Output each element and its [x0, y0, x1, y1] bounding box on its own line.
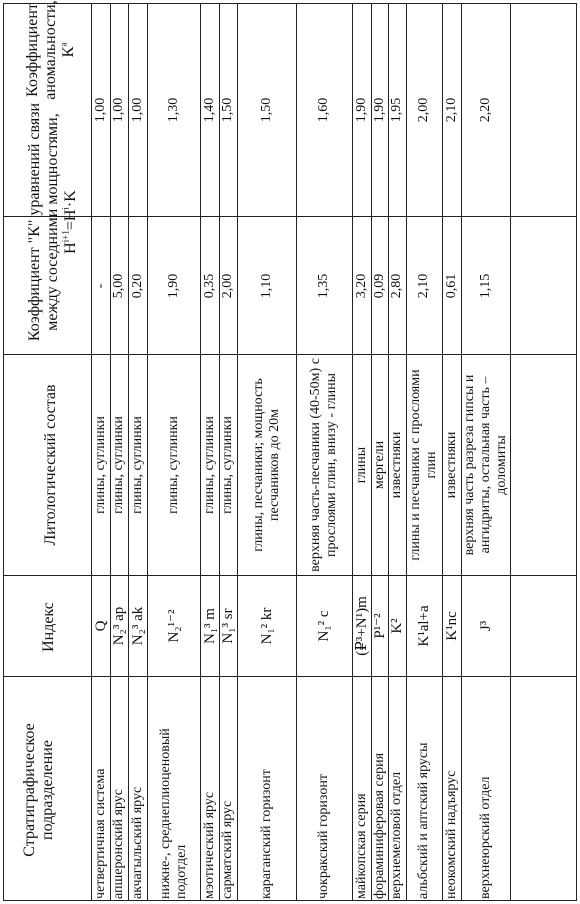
row-lithology: глины и песчаники с прослоями глин	[408, 369, 439, 561]
row-index: Q	[92, 620, 109, 632]
row-divider	[352, 3, 353, 900]
row-divider	[128, 3, 129, 900]
row-divider	[147, 3, 148, 900]
row-stratigraphy: акчагыльский ярус	[129, 786, 145, 899]
row-k-coefficient: 3,20	[353, 273, 369, 299]
row-divider	[510, 3, 511, 900]
row-k-coefficient: 1,35	[316, 273, 331, 299]
row-anomaly-coefficient: 1,60	[316, 97, 331, 123]
row-stratigraphy: апшеронский ярус	[111, 789, 126, 899]
row-anomaly-coefficient: 2,00	[416, 97, 431, 123]
row-k-coefficient: 1,90	[165, 273, 181, 299]
row-lithology: глины, суглинки	[111, 416, 126, 514]
column-divider	[3, 3, 577, 4]
row-divider	[576, 3, 577, 900]
column-divider	[3, 575, 577, 576]
row-stratigraphy: нижне-, среднеплиоценовый подотдел	[157, 728, 189, 899]
row-k-coefficient: 0,20	[129, 273, 145, 299]
table-border-left	[3, 3, 4, 900]
row-stratigraphy: чокракский горизонт	[316, 774, 331, 899]
row-k-coefficient: 2,10	[416, 273, 431, 299]
row-anomaly-coefficient: 1,90	[353, 97, 369, 123]
row-divider	[91, 3, 92, 900]
row-anomaly-coefficient: 1,00	[111, 97, 126, 123]
row-lithology: известняки	[443, 431, 459, 499]
header-k-coefficient	[8, 97, 80, 347]
row-index: K¹al+a	[416, 605, 432, 647]
row-anomaly-coefficient: 2,20	[477, 97, 493, 123]
row-k-coefficient: 1,15	[477, 273, 493, 299]
column-divider	[3, 216, 577, 217]
row-lithology: глины	[353, 446, 369, 484]
row-k-coefficient: 5,00	[111, 273, 126, 299]
row-stratigraphy: фораминиферовая серия	[371, 752, 387, 899]
header-k-sup: i+1	[60, 230, 71, 243]
header-k-tail: =H	[62, 209, 79, 231]
row-lithology: верхняя часть-песчаники (40-50м) с прослоями глин, внизу - глины	[308, 358, 339, 572]
row-anomaly-coefficient: 2,10	[443, 97, 459, 123]
row-lithology: мергели	[371, 440, 387, 490]
row-lithology: верхняя часть разреза гипсы и ангидриты, остальная часть – доломиты	[461, 374, 509, 556]
row-lithology: известняки	[389, 431, 404, 499]
row-divider	[406, 3, 407, 900]
row-lithology: глины, суглинки	[201, 416, 217, 514]
row-stratigraphy: верхнеюрский отдел	[477, 776, 493, 899]
row-k-coefficient: 0,61	[443, 273, 459, 299]
row-k-coefficient: 1,10	[258, 273, 274, 299]
row-anomaly-coefficient: 1,90	[371, 97, 387, 123]
row-k-coefficient: 0,09	[371, 273, 387, 299]
row-index: N₂³ ap	[111, 606, 127, 646]
column-divider	[3, 354, 577, 355]
row-anomaly-coefficient: 1,30	[165, 97, 181, 123]
header-lithology: Литологический состав	[42, 384, 59, 546]
row-anomaly-coefficient: 1,00	[129, 97, 145, 123]
row-divider	[237, 3, 238, 900]
row-k-coefficient: 2,00	[220, 273, 235, 299]
row-index: N₁³ sr	[220, 608, 236, 644]
row-index: N₁² kr	[258, 607, 275, 645]
row-index: K²	[389, 618, 405, 634]
header-index: Индекс	[40, 602, 57, 652]
row-k-coefficient: 0,35	[201, 273, 217, 299]
row-anomaly-coefficient: 1,95	[389, 97, 404, 123]
row-index: N₂³ ak	[129, 606, 146, 646]
row-stratigraphy: караганский горизонт	[258, 769, 274, 899]
row-index: N₁³ m	[201, 608, 218, 644]
row-stratigraphy: четвертичная система	[92, 768, 108, 899]
row-stratigraphy: мэотический ярус	[201, 791, 217, 899]
row-anomaly-coefficient: 1,40	[201, 97, 217, 123]
row-index: K¹nc	[443, 611, 460, 641]
header-k-sup2: i	[60, 207, 71, 210]
row-lithology: глины, суглинки	[92, 416, 108, 514]
row-stratigraphy: майкопская серия	[353, 793, 369, 899]
row-stratigraphy: верхнемеловой отдел	[389, 771, 404, 899]
row-anomaly-coefficient: 1,50	[258, 97, 274, 123]
row-index: N₂¹⁻²	[165, 609, 182, 643]
header-k-end: ·K	[62, 190, 79, 208]
row-k-coefficient: -	[92, 283, 108, 289]
row-lithology: глины, песчаники; мощность песчаников до 20м	[250, 378, 282, 552]
row-divider	[200, 3, 201, 900]
row-anomaly-coefficient: 1,50	[220, 97, 235, 123]
row-index: N₁² c	[316, 610, 332, 642]
header-anomaly-text: Коэффициент аномальности, К	[24, 0, 77, 100]
row-anomaly-coefficient: 1,00	[92, 97, 108, 123]
row-lithology: глины, суглинки	[220, 416, 235, 514]
header-k-text: Коэффициент "К" уравнений связи между соседними мощностями, H	[26, 102, 79, 342]
header-anomaly-sup: а	[58, 42, 69, 47]
row-index: (₽³+N¹)m	[353, 596, 370, 656]
row-divider	[296, 3, 297, 900]
row-stratigraphy: неокомский надъярус	[443, 770, 459, 899]
row-k-coefficient: 2,80	[389, 273, 404, 299]
row-lithology: глины, суглинки	[129, 416, 145, 514]
header-anomaly	[6, 0, 78, 100]
row-stratigraphy: альбский и аптский ярусы	[416, 742, 431, 899]
column-divider	[3, 900, 577, 901]
row-index: P¹⁻²	[371, 613, 388, 639]
row-index: J³	[477, 620, 494, 632]
header-stratigraphy: Стратиграфическое подразделение	[21, 723, 56, 857]
row-divider	[442, 3, 443, 900]
row-stratigraphy: сарматский ярус	[220, 800, 235, 899]
row-lithology: глины, суглинки	[165, 416, 181, 514]
